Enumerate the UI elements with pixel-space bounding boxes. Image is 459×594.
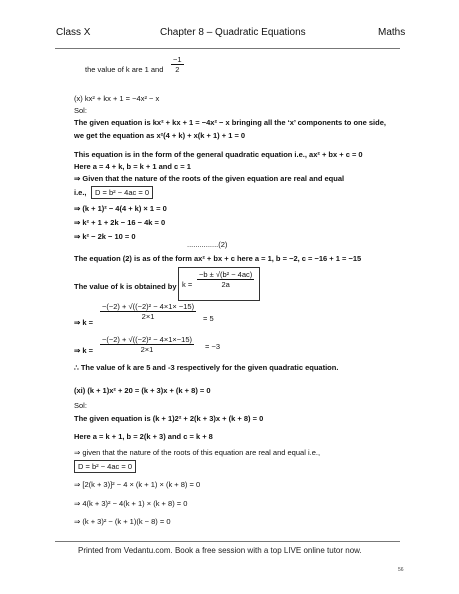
para-1: The given equation is kx² + kx + 1 = −4x² − x bringing all the ‘x’ components to one side, <box>74 118 386 127</box>
discriminant-formula-1: D = b² − 4ac = 0 <box>91 186 153 199</box>
step-3: ⇒ k² − 2k − 10 = 0 <box>74 232 136 241</box>
sub1-result: = 5 <box>203 314 214 323</box>
para-11: The value of k is obtained by <box>74 282 177 291</box>
xi-para-2: Here a = k + 1, b = 2(k + 3) and c = k + 8 <box>74 432 213 441</box>
header-class: Class X <box>56 27 91 38</box>
header-subject: Maths <box>378 27 406 38</box>
fraction-neg-half <box>171 55 184 74</box>
para-6-label: i.e., <box>74 188 87 197</box>
discriminant-box-2 <box>74 460 136 473</box>
question-xi: (xi) (k + 1)x² + 20 = (k + 3)x + (k + 8) = 0 <box>74 386 211 395</box>
footer-rule <box>55 541 400 542</box>
para-2: we get the equation as x²(4 + k) + x(k + 1) + 1 = 0 <box>74 131 246 140</box>
para-3: This equation is in the form of the general quadratic equation i.e., ax² + bx + c = 0 <box>74 150 363 159</box>
sub2-numerator: −(−2) + √((−2)² − 4×1×−15) <box>102 335 192 344</box>
xi-step-1: ⇒ [2(k + 3)]² − 4 × (k + 1) × (k + 8) = 0 <box>74 480 201 489</box>
fraction-numerator: −1 <box>173 55 182 64</box>
question-x: (x) kx² + kx + 1 = −4x² − x <box>74 94 160 103</box>
sub2-lhs: ⇒ k = <box>74 346 94 355</box>
xi-para-3: ⇒ given that the nature of the roots of this equation are real and equal i.e., <box>74 448 321 457</box>
step-2: ⇒ k² + 1 + 2k − 16 − 4k = 0 <box>74 218 166 227</box>
sub1-denominator: 2×1 <box>141 312 155 321</box>
sub2-result: = −3 <box>205 342 221 351</box>
header-rule <box>55 48 400 49</box>
sol-label-2: Sol: <box>74 401 87 410</box>
substitution-1 <box>100 302 196 321</box>
para-10: The equation (2) is as of the form ax² + bx + c here a = 1, b = −2, c = −16 + 1 = −15 <box>74 254 362 263</box>
xi-para-1: The given equation is (k + 1)2² + 2(k + 3)x + (k + 8) = 0 <box>74 414 264 423</box>
xi-step-3: ⇒ (k + 3)² − (k + 1)(k − 8) = 0 <box>74 517 171 526</box>
sub1-numerator: −(−2) + √((−2)² − 4×1× −15) <box>102 302 195 311</box>
sol-label-1: Sol: <box>74 106 87 115</box>
formula-numerator: −b ± √(b² − 4ac) <box>199 270 253 279</box>
substitution-2 <box>100 335 194 354</box>
formula-denominator: 2a <box>221 280 230 289</box>
para-5: ⇒ Given that the nature of the roots of the given equation are real and equal <box>74 174 345 183</box>
xi-step-2: ⇒ 4(k + 3)² − 4(k + 1) × (k + 8) = 0 <box>74 499 188 508</box>
discriminant-formula-2: D = b² − 4ac = 0 <box>74 460 136 473</box>
para-4: Here a = 4 + k, b = k + 1 and c = 1 <box>74 162 191 171</box>
sub2-denominator: 2×1 <box>140 345 154 354</box>
conclusion-x: ∴ The value of k are 5 and -3 respectively for the given quadratic equation. <box>74 363 339 372</box>
footer-text: Printed from Vedantu.com. Book a free session with a top LIVE online tutor now. <box>78 546 362 555</box>
step-1: ⇒ (k + 1)² − 4(4 + k) × 1 = 0 <box>74 204 167 213</box>
discriminant-box-1 <box>91 186 153 199</box>
formula-lhs: k = <box>182 280 193 289</box>
sub1-lhs: ⇒ k = <box>74 318 94 327</box>
intro-text: the value of k are 1 and <box>85 65 164 74</box>
header-chapter: Chapter 8 – Quadratic Equations <box>160 27 306 38</box>
quadratic-formula <box>197 270 254 289</box>
equation-number-2: ...............(2) <box>187 240 228 249</box>
fraction-denominator: 2 <box>175 65 180 74</box>
page-number: 56 <box>398 567 404 573</box>
